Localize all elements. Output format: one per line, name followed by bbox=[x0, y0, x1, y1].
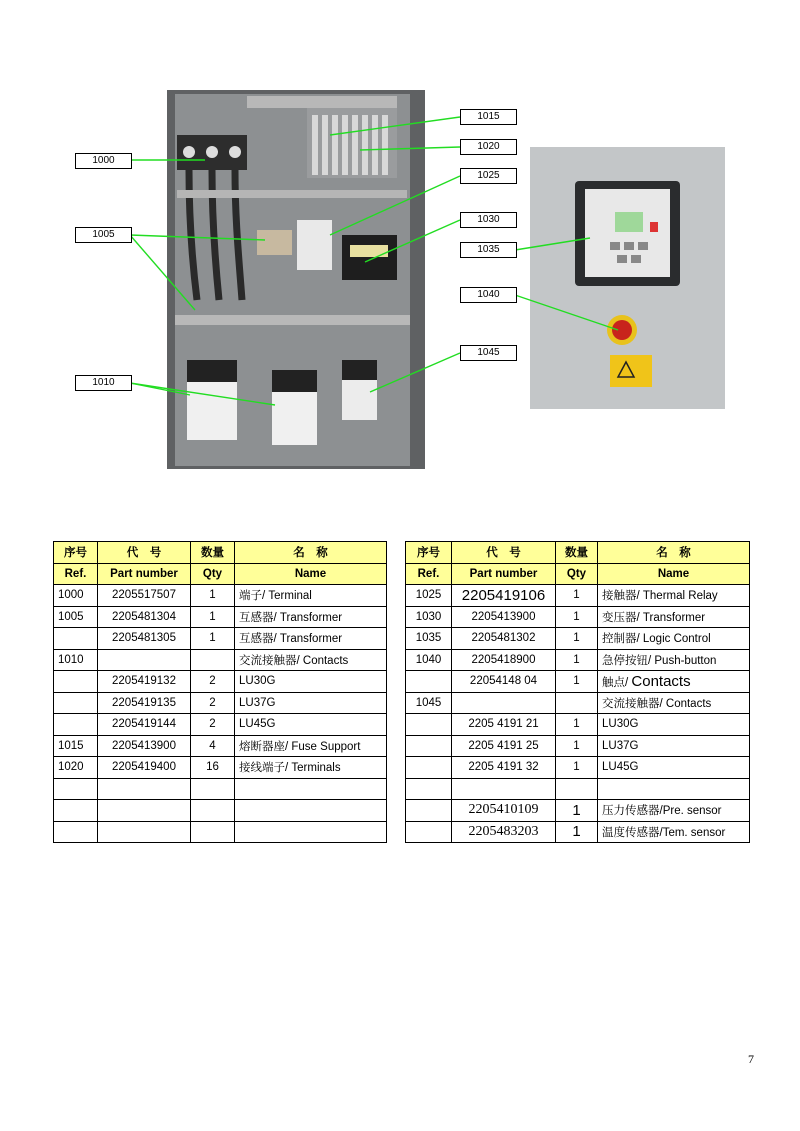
header-name-cn: 名 称 bbox=[235, 542, 387, 564]
cell-qty: 1 bbox=[556, 671, 598, 693]
cell-qty: 1 bbox=[556, 606, 598, 628]
cell-ref bbox=[406, 757, 452, 779]
header-ref: Ref. bbox=[406, 563, 452, 585]
cell-ref bbox=[406, 735, 452, 757]
header-name-cn: 名 称 bbox=[598, 542, 750, 564]
header-part-cn: 代 号 bbox=[452, 542, 556, 564]
cell-ref: 1015 bbox=[54, 735, 98, 757]
cell-part: 2205 4191 25 bbox=[452, 735, 556, 757]
header-ref-cn: 序号 bbox=[406, 542, 452, 564]
cell-qty bbox=[191, 649, 235, 671]
table-row bbox=[54, 585, 387, 607]
table-row bbox=[406, 606, 750, 628]
cell-name: 互感器/ Transformer bbox=[235, 606, 387, 628]
header-part-number: Part number bbox=[452, 563, 556, 585]
cell-name: 交流接触器/ Contacts bbox=[598, 692, 750, 714]
cell-part: 2205419400 bbox=[98, 757, 191, 779]
table-row bbox=[406, 585, 750, 607]
cell-qty: 2 bbox=[191, 692, 235, 714]
table-row bbox=[406, 800, 750, 822]
cell-name: 压力传感器/Pre. sensor bbox=[598, 800, 750, 822]
cell-name: 急停按钮/ Push-button bbox=[598, 649, 750, 671]
cell-part: 2205419144 bbox=[98, 714, 191, 736]
cell-qty: 1 bbox=[556, 757, 598, 779]
control-panel-photo bbox=[530, 147, 725, 409]
cell-ref bbox=[54, 714, 98, 736]
callout-1025: 1025 bbox=[460, 168, 517, 184]
table-row bbox=[54, 628, 387, 650]
cell-part: 2205481302 bbox=[452, 628, 556, 650]
cell-qty: 1 bbox=[556, 585, 598, 607]
cell-ref: 1025 bbox=[406, 585, 452, 607]
cell-part: 22054148 04 bbox=[452, 671, 556, 693]
cell-ref bbox=[406, 800, 452, 822]
cell-part: 2205419135 bbox=[98, 692, 191, 714]
callout-1010: 1010 bbox=[75, 375, 132, 391]
parts-table-left bbox=[53, 541, 387, 843]
cabinet-illustration bbox=[167, 90, 425, 469]
cell-name: 变压器/ Transformer bbox=[598, 606, 750, 628]
callout-1020: 1020 bbox=[460, 139, 517, 155]
table-row bbox=[406, 671, 750, 693]
header-row-cn bbox=[54, 542, 387, 564]
cell-part: 2205410109 bbox=[452, 800, 556, 822]
header-row-en bbox=[54, 563, 387, 585]
control-panel-illustration bbox=[530, 147, 725, 409]
cell-part: 2205413900 bbox=[98, 735, 191, 757]
cell-ref bbox=[406, 821, 452, 843]
cell-ref: 1030 bbox=[406, 606, 452, 628]
cell-qty: 1 bbox=[191, 585, 235, 607]
cell-part: 2205481305 bbox=[98, 628, 191, 650]
cell-name bbox=[598, 671, 750, 693]
cell-part bbox=[98, 800, 191, 822]
header-part-cn: 代 号 bbox=[98, 542, 191, 564]
parts-table-right bbox=[405, 541, 750, 843]
cell-qty: 16 bbox=[191, 757, 235, 779]
header-qty: Qty bbox=[556, 563, 598, 585]
cell-name: 温度传感器/Tem. sensor bbox=[598, 821, 750, 843]
cell-qty bbox=[191, 778, 235, 800]
cell-name bbox=[235, 778, 387, 800]
cell-qty: 1 bbox=[556, 714, 598, 736]
table-row bbox=[54, 757, 387, 779]
cell-qty: 1 bbox=[556, 800, 598, 822]
table-row bbox=[54, 800, 387, 822]
header-name: Name bbox=[235, 563, 387, 585]
table-row bbox=[406, 692, 750, 714]
cell-part: 2205483203 bbox=[452, 821, 556, 843]
table-row bbox=[54, 778, 387, 800]
cell-ref bbox=[54, 628, 98, 650]
cell-name: LU30G bbox=[235, 671, 387, 693]
table-row bbox=[406, 821, 750, 843]
cell-qty: 4 bbox=[191, 735, 235, 757]
cell-name: 接线端子/ Terminals bbox=[235, 757, 387, 779]
cell-ref bbox=[54, 800, 98, 822]
cell-name: LU45G bbox=[598, 757, 750, 779]
cell-name: LU45G bbox=[235, 714, 387, 736]
cell-ref bbox=[54, 778, 98, 800]
cell-ref bbox=[54, 692, 98, 714]
table-row bbox=[406, 649, 750, 671]
cell-qty: 1 bbox=[191, 606, 235, 628]
cell-name bbox=[235, 800, 387, 822]
table-row bbox=[406, 778, 750, 800]
cell-part bbox=[98, 649, 191, 671]
cabinet-photo bbox=[167, 90, 425, 469]
header-qty: Qty bbox=[191, 563, 235, 585]
table-row bbox=[54, 714, 387, 736]
cell-part bbox=[98, 778, 191, 800]
table-row bbox=[54, 606, 387, 628]
callout-1040: 1040 bbox=[460, 287, 517, 303]
cell-name: 接触器/ Thermal Relay bbox=[598, 585, 750, 607]
cell-part bbox=[98, 821, 191, 843]
cell-qty: 2 bbox=[191, 714, 235, 736]
table-row bbox=[54, 649, 387, 671]
cell-ref bbox=[54, 671, 98, 693]
table-row bbox=[406, 714, 750, 736]
cell-part: 2205 4191 32 bbox=[452, 757, 556, 779]
table-row bbox=[406, 757, 750, 779]
cell-name bbox=[235, 821, 387, 843]
table-row bbox=[54, 821, 387, 843]
cell-ref: 1035 bbox=[406, 628, 452, 650]
cell-qty: 2 bbox=[191, 671, 235, 693]
cell-name: 熔断器座/ Fuse Support bbox=[235, 735, 387, 757]
cell-ref: 1045 bbox=[406, 692, 452, 714]
callout-1000: 1000 bbox=[75, 153, 132, 169]
table-row bbox=[54, 692, 387, 714]
header-qty-cn: 数量 bbox=[556, 542, 598, 564]
cell-qty bbox=[556, 778, 598, 800]
header-part-number: Part number bbox=[98, 563, 191, 585]
cell-name: LU37G bbox=[598, 735, 750, 757]
cell-name: LU37G bbox=[235, 692, 387, 714]
table-row bbox=[406, 735, 750, 757]
cell-name: 互感器/ Transformer bbox=[235, 628, 387, 650]
header-row-cn bbox=[406, 542, 750, 564]
cell-part: 2205413900 bbox=[452, 606, 556, 628]
table-row bbox=[406, 628, 750, 650]
cell-qty bbox=[191, 821, 235, 843]
callout-1015: 1015 bbox=[460, 109, 517, 125]
cell-part: 2205418900 bbox=[452, 649, 556, 671]
cell-ref: 1000 bbox=[54, 585, 98, 607]
callout-1030: 1030 bbox=[460, 212, 517, 228]
cell-ref bbox=[406, 671, 452, 693]
cell-part bbox=[452, 692, 556, 714]
cell-name-en: Contacts bbox=[631, 672, 691, 690]
cell-qty: 1 bbox=[556, 628, 598, 650]
cell-ref: 1005 bbox=[54, 606, 98, 628]
header-qty-cn: 数量 bbox=[191, 542, 235, 564]
cell-ref: 1040 bbox=[406, 649, 452, 671]
cell-name: 端子/ Terminal bbox=[235, 585, 387, 607]
cell-qty bbox=[556, 692, 598, 714]
cell-qty: 1 bbox=[556, 735, 598, 757]
cell-name-cn: 触点/ bbox=[602, 676, 629, 689]
cell-qty: 1 bbox=[556, 821, 598, 843]
cell-qty: 1 bbox=[556, 649, 598, 671]
header-ref: Ref. bbox=[54, 563, 98, 585]
header-row-en bbox=[406, 563, 750, 585]
table-row bbox=[54, 735, 387, 757]
cell-part: 2205419106 bbox=[452, 585, 556, 607]
cell-qty bbox=[191, 800, 235, 822]
cell-part: 2205481304 bbox=[98, 606, 191, 628]
cell-name bbox=[598, 778, 750, 800]
cell-part: 2205 4191 21 bbox=[452, 714, 556, 736]
cell-ref bbox=[406, 714, 452, 736]
table-row bbox=[54, 671, 387, 693]
header-name: Name bbox=[598, 563, 750, 585]
cell-ref: 1020 bbox=[54, 757, 98, 779]
cell-qty: 1 bbox=[191, 628, 235, 650]
cell-part bbox=[452, 778, 556, 800]
header-ref-cn: 序号 bbox=[54, 542, 98, 564]
cell-part: 2205419132 bbox=[98, 671, 191, 693]
cell-name: 控制器/ Logic Control bbox=[598, 628, 750, 650]
cell-ref bbox=[406, 778, 452, 800]
callout-1045: 1045 bbox=[460, 345, 517, 361]
cell-ref: 1010 bbox=[54, 649, 98, 671]
cell-ref bbox=[54, 821, 98, 843]
cell-name: LU30G bbox=[598, 714, 750, 736]
page-number: 7 bbox=[748, 1052, 754, 1066]
callout-1005: 1005 bbox=[75, 227, 132, 243]
cell-name: 交流接触器/ Contacts bbox=[235, 649, 387, 671]
cell-part: 2205517507 bbox=[98, 585, 191, 607]
callout-1035: 1035 bbox=[460, 242, 517, 258]
